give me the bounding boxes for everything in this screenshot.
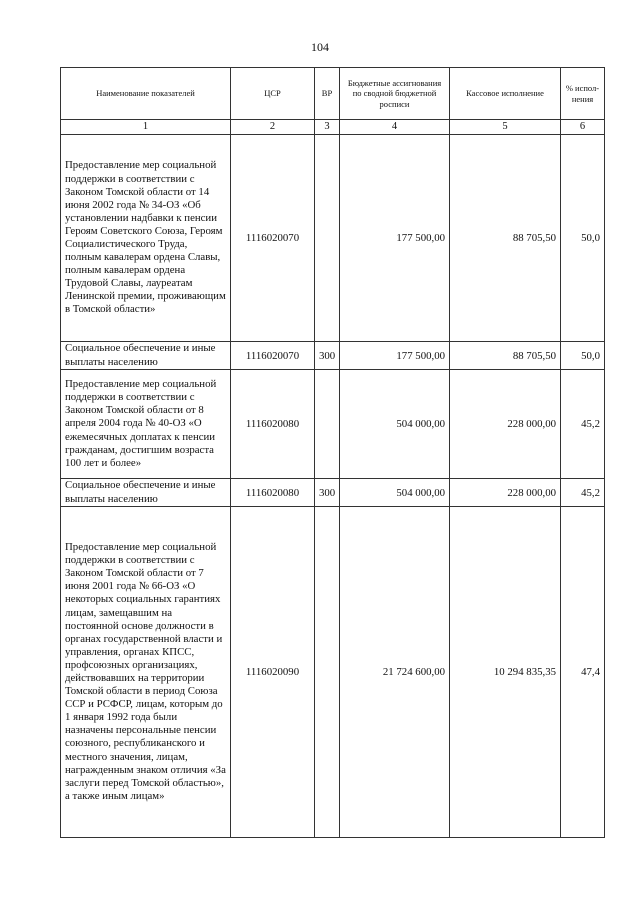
column-number: 5 [450,120,561,135]
row-vr [315,507,340,838]
table-row [61,342,605,370]
row-percent: 45,2 [561,479,605,507]
row-vr [315,135,340,342]
column-number: 3 [315,120,340,135]
header-vr: ВР [315,68,340,120]
row-cash: 228 000,00 [450,479,561,507]
table-row [61,370,605,479]
row-budget: 177 500,00 [340,342,450,370]
column-number: 1 [61,120,231,135]
header-row [61,68,605,120]
column-number: 6 [561,120,605,135]
row-percent: 45,2 [561,370,605,479]
row-vr: 300 [315,479,340,507]
header-budget: Бюджетные ассигнования по сводной бюджетной росписи [340,68,450,120]
row-name: Предоставление мер социальной поддержки в соответствии с Законом Томской области от 14 июня 2002 года № 34-ОЗ «Об установлении надбавки к пенсии Героям Советского Союза, Героям Социалистического Труда, полным кавалерам ордена Славы, полным кавалерам ордена Трудовой Славы, лауреатам Ленинской премии, проживающим в Томской области» [61,135,231,342]
column-number: 4 [340,120,450,135]
header-cash: Кассовое исполнение [450,68,561,120]
row-cash: 228 000,00 [450,370,561,479]
row-csr: 1116020070 [231,342,315,370]
column-number-row [61,120,605,135]
row-cash: 10 294 835,35 [450,507,561,838]
header-csr: ЦСР [231,68,315,120]
table-row [61,507,605,838]
row-name: Социальное обеспечение и иные выплаты населению [61,342,231,370]
row-budget: 21 724 600,00 [340,507,450,838]
row-percent: 47,4 [561,507,605,838]
row-name: Социальное обеспечение и иные выплаты населению [61,479,231,507]
row-csr: 1116020080 [231,479,315,507]
row-cash: 88 705,50 [450,342,561,370]
page-number: 104 [311,40,329,54]
row-csr: 1116020090 [231,507,315,838]
table-row [61,479,605,507]
row-percent: 50,0 [561,342,605,370]
row-vr: 300 [315,342,340,370]
row-csr: 1116020080 [231,370,315,479]
table-row [61,135,605,342]
header-name: Наименование показателей [61,68,231,120]
row-budget: 504 000,00 [340,370,450,479]
row-vr [315,370,340,479]
row-budget: 504 000,00 [340,479,450,507]
row-percent: 50,0 [561,135,605,342]
header-percent: % испол-нения [561,68,605,120]
row-cash: 88 705,50 [450,135,561,342]
column-number: 2 [231,120,315,135]
row-name: Предоставление мер социальной поддержки в соответствии с Законом Томской области от 8 апреля 2004 года № 40-ОЗ «О ежемесячных доплатах к пенсии гражданам, достигшим возраста 100 лет и более» [61,370,231,479]
row-budget: 177 500,00 [340,135,450,342]
row-csr: 1116020070 [231,135,315,342]
budget-table [60,67,605,838]
row-name: Предоставление мер социальной поддержки в соответствии с Законом Томской области от 7 июня 2001 года № 66-ОЗ «О некоторых социальных гарантиях лицам, замещавшим на постоянной основе должности в органах государственной власти и управления, органах КПСС, профсоюзных организациях, действовавших на территории Томской области в период Союза ССР и РСФСР, лицам, которым до 1 января 1992 года были назначены персональные пенсии союзного, республиканского и местного значения, лицам, награжденным знаком отличия «За заслуги перед Томской областью», а также иным лицам» [61,507,231,838]
